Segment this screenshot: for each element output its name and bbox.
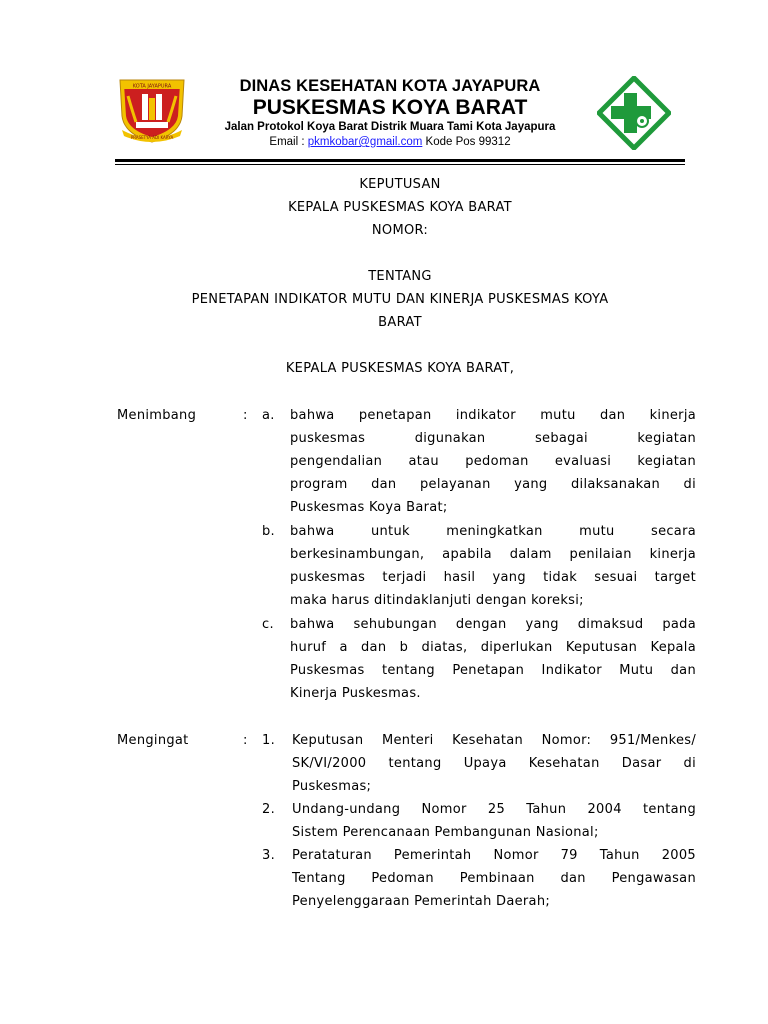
svg-text:PRASETYA ADI KARYA: PRASETYA ADI KARYA: [130, 135, 174, 140]
mengingat-2-line: Undang-undang Nomor 25 Tahun 2004 tentang: [292, 802, 696, 817]
mengingat-3-line: Tentang Pedoman Pembinaan dan Pengawasan: [292, 871, 696, 886]
title-tentang: TENTANG: [368, 269, 432, 284]
title-subject-line1: PENETAPAN INDIKATOR MUTU DAN KINERJA PUSKESMAS KOYA: [191, 292, 609, 307]
title-subject-line2: BARAT: [378, 315, 422, 330]
postal-code: Kode Pos 99312: [425, 136, 511, 148]
title-nomor: NOMOR:: [371, 223, 429, 238]
menimbang-c-line: bahwa sehubungan dengan yang dimaksud pada: [290, 617, 696, 632]
mengingat-3-marker: 3.: [262, 848, 276, 863]
mengingat-2-line: Sistem Perencanaan Pembangunan Nasional;: [292, 825, 599, 840]
puskesmas-name: PUSKESMAS KOYA BARAT: [252, 96, 528, 119]
header-rule-thick: [115, 159, 685, 162]
menimbang-b-line: puskesmas terjadi hasil yang tidak sesuai target: [290, 570, 696, 585]
mengingat-1-line: Keputusan Menteri Kesehatan Nomor: 951/Menkes/: [292, 733, 696, 748]
menimbang-c-marker: c.: [262, 617, 274, 632]
menimbang-a-line: bahwa penetapan indikator mutu dan kinerja: [290, 408, 696, 423]
mengingat-label: Mengingat: [117, 733, 189, 748]
menimbang-a-line: program dan pelayanan yang dilaksanakan di: [290, 477, 696, 492]
menimbang-b-marker: b.: [262, 524, 275, 539]
puskesmas-logo-icon: [597, 76, 671, 150]
menimbang-b-line: berkesinambungan, apabila dalam penilaian kinerja: [290, 547, 696, 562]
menimbang-a-marker: a.: [262, 408, 275, 423]
mengingat-1-line: Puskesmas;: [292, 779, 372, 794]
menimbang-colon: :: [243, 408, 248, 423]
address: Jalan Protokol Koya Barat Distrik Muara Tami Kota Jayapura: [224, 121, 556, 133]
mengingat-colon: :: [243, 733, 248, 748]
email-link[interactable]: pkmkobar@gmail.com: [307, 136, 423, 148]
email-label: Email :: [269, 136, 305, 148]
header-rule-thin: [115, 164, 685, 165]
menimbang-label: Menimbang: [117, 408, 197, 423]
menimbang-b-line: maka harus ditindaklanjuti dengan koreksi;: [290, 593, 584, 608]
menimbang-c-line: huruf a dan b diatas, diperlukan Keputusan Kepala: [290, 640, 696, 655]
title-kepala-puskesmas: KEPALA PUSKESMAS KOYA BARAT,: [285, 361, 515, 376]
mengingat-2-marker: 2.: [262, 802, 276, 817]
mengingat-1-marker: 1.: [262, 733, 276, 748]
title-keputusan: KEPUTUSAN: [359, 177, 441, 192]
mengingat-3-line: Perataturan Pemerintah Nomor 79 Tahun 2005: [292, 848, 696, 863]
letterhead-text: [190, 76, 590, 149]
menimbang-a-line: puskesmas digunakan sebagai kegiatan: [290, 431, 696, 446]
svg-text:KOTA JAYAPURA: KOTA JAYAPURA: [132, 83, 172, 90]
contact-line: [190, 135, 590, 149]
mengingat-1-line: SK/VI/2000 tentang Upaya Kesehatan Dasar di: [292, 756, 696, 771]
menimbang-c-line: Kinerja Puskesmas.: [290, 686, 421, 701]
agency-name: DINAS KESEHATAN KOTA JAYAPURA: [239, 77, 541, 95]
menimbang-a-line: pengendalian atau pedoman evaluasi kegiatan: [290, 454, 696, 469]
menimbang-c-line: Puskesmas tentang Penetapan Indikator Mutu dan: [290, 663, 696, 678]
kota-jayapura-emblem-icon: [114, 76, 190, 144]
menimbang-b-line: bahwa untuk meningkatkan mutu secara: [290, 524, 696, 539]
title-kepala: KEPALA PUSKESMAS KOYA BARAT: [288, 200, 512, 215]
letterhead: [0, 0, 768, 170]
mengingat-3-line: Penyelenggaraan Pemerintah Daerah;: [292, 894, 551, 909]
menimbang-a-line: Puskesmas Koya Barat;: [290, 500, 448, 515]
